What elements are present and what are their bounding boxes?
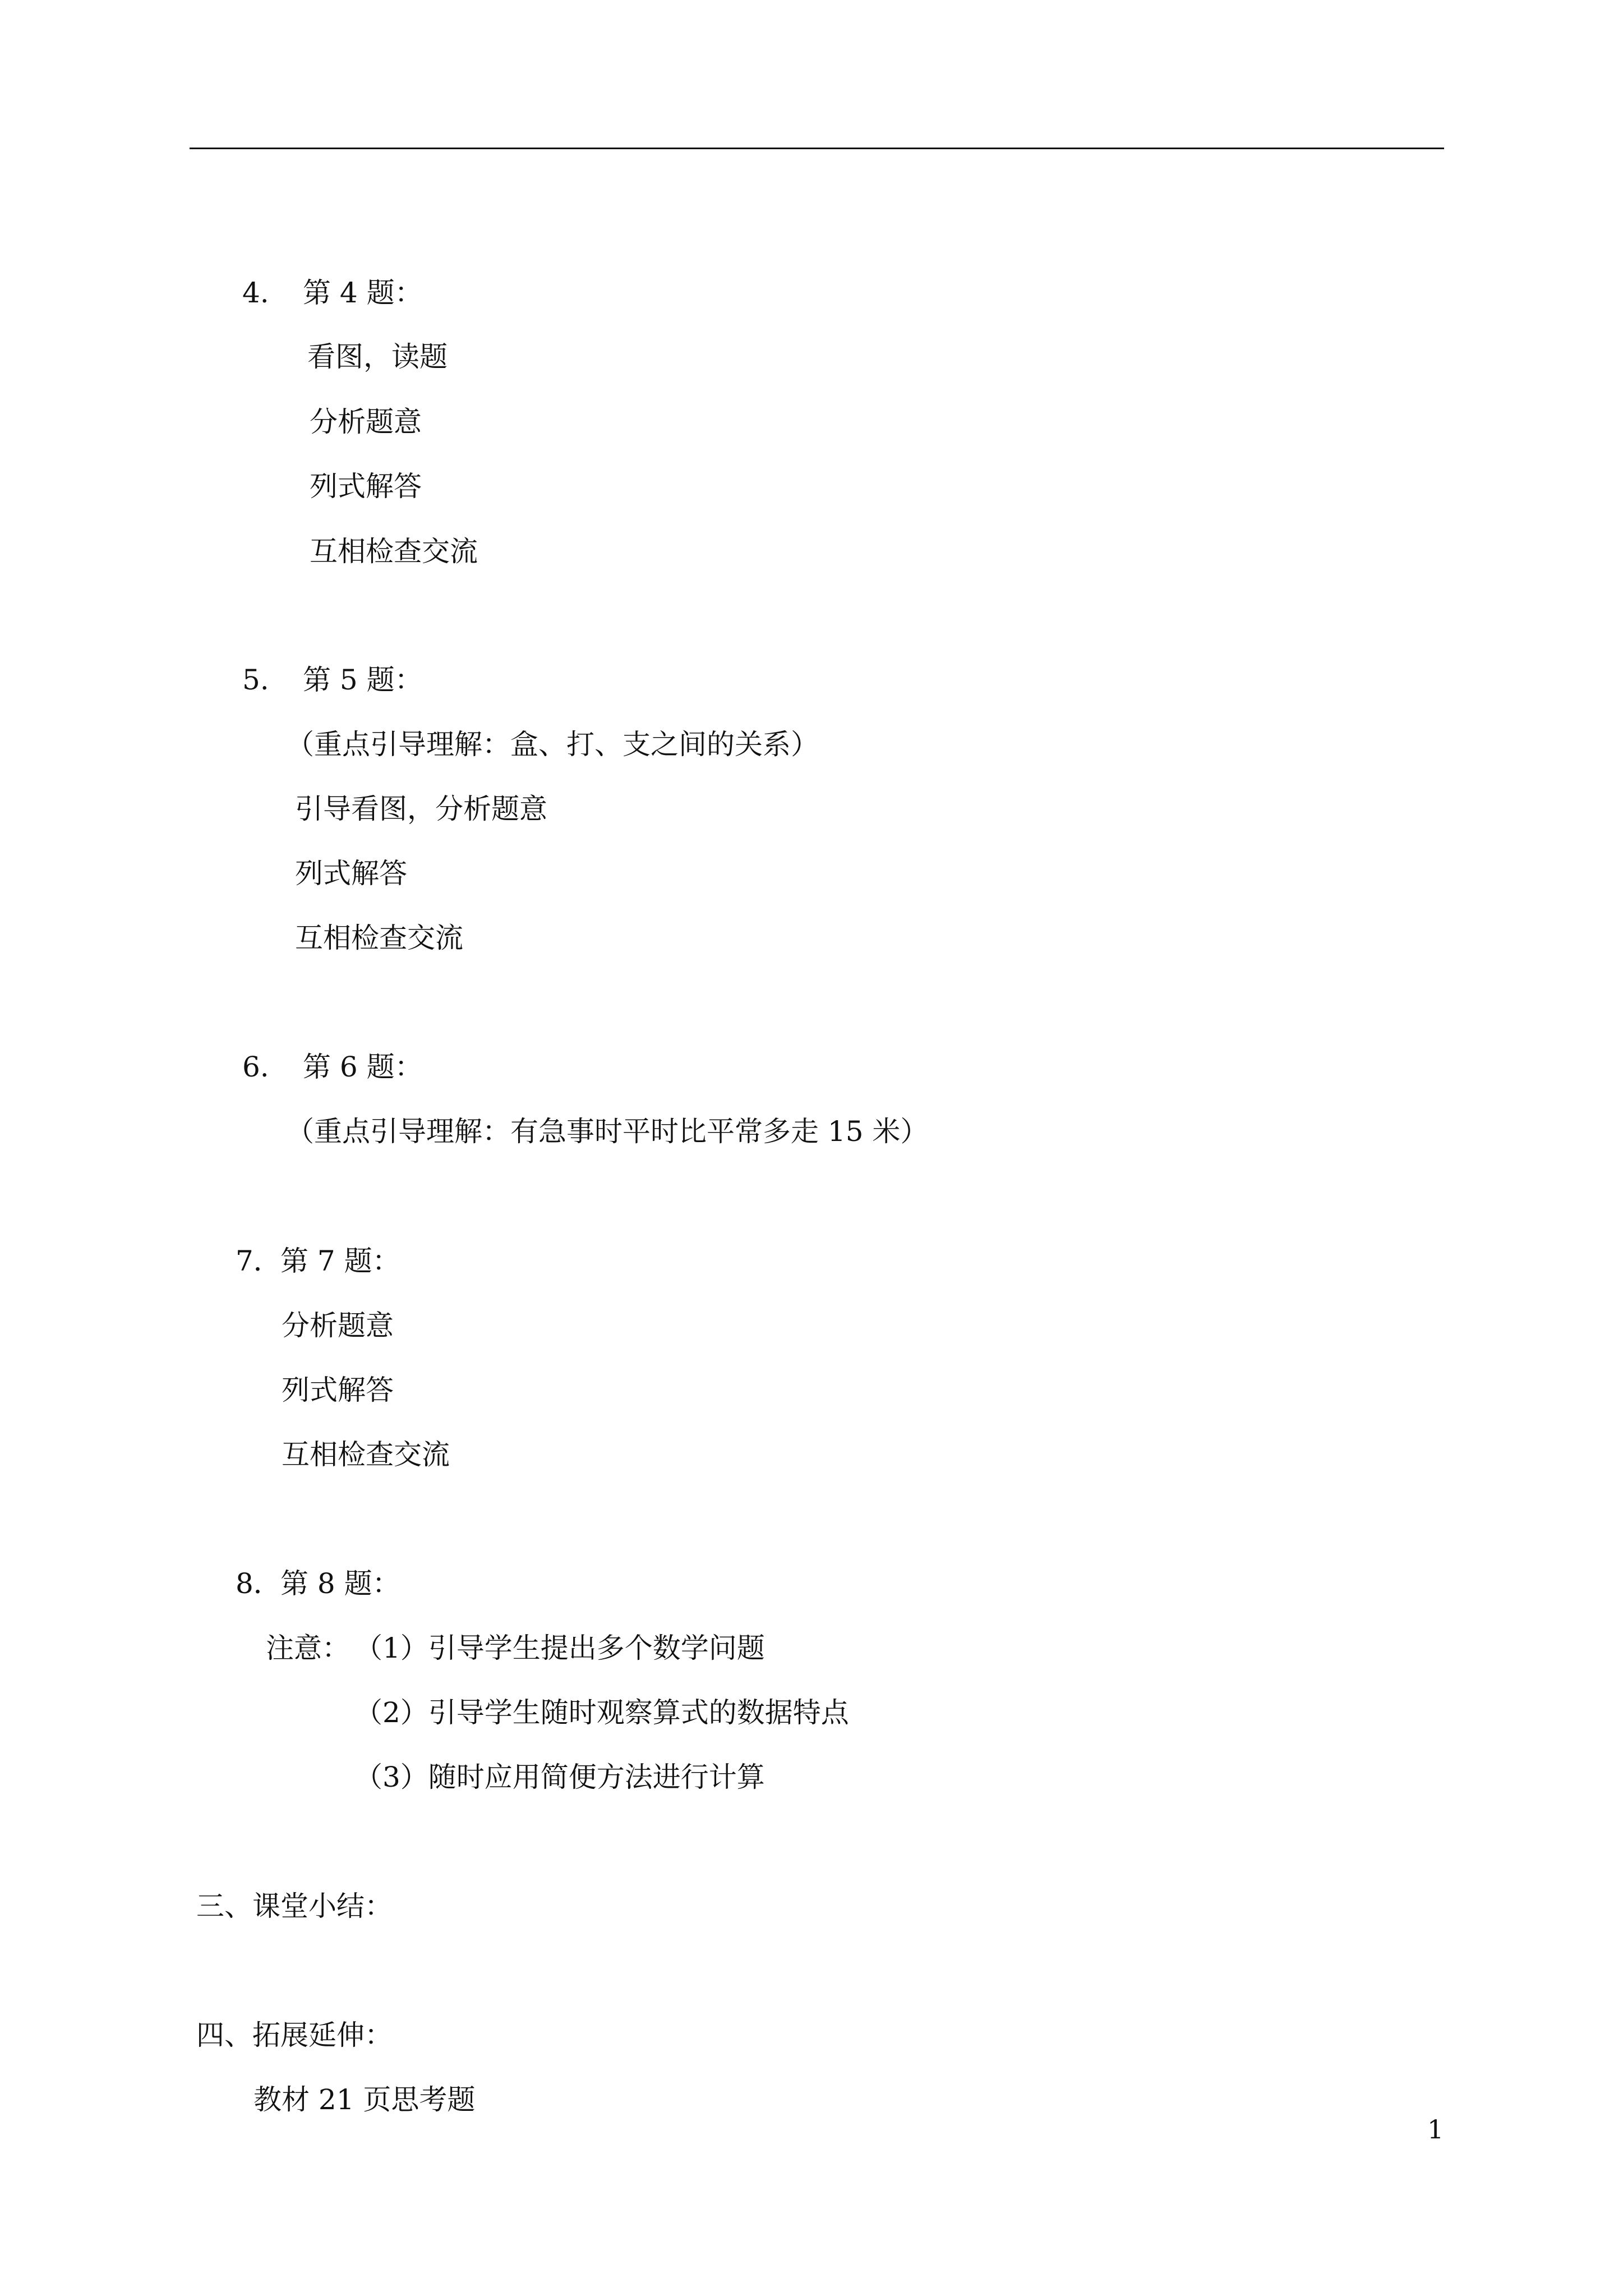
section-4-line-3: 列式解答 — [310, 470, 422, 503]
section-8-note-3: （3）随时应用简便方法进行计算 — [354, 1761, 765, 1793]
section-6-title: 第 6 题： — [303, 1051, 423, 1083]
section-8-note-label: 注意： — [266, 1632, 350, 1664]
section-8-note-1: （1）引导学生提出多个数学问题 — [354, 1632, 765, 1664]
section-7-number: 7． — [236, 1245, 282, 1277]
section-7-title: 第 7 题： — [280, 1245, 400, 1277]
section-4-title: 第 4 题： — [303, 277, 423, 309]
page-number: 1 — [1427, 2114, 1444, 2145]
section-5-line-1: （重点引导理解：盒、打、支之间的关系） — [286, 728, 819, 761]
section-5-number: 5. — [242, 664, 269, 696]
section-4-line-2: 分析题意 — [310, 406, 422, 438]
section-4-line-4: 互相检查交流 — [310, 535, 478, 568]
section-5-line-4: 互相检查交流 — [295, 922, 463, 954]
header-rule — [190, 148, 1444, 149]
section-7-line-3: 互相检查交流 — [282, 1438, 450, 1471]
summary-heading: 三、课堂小结： — [196, 1890, 393, 1922]
section-8-title: 第 8 题： — [280, 1567, 400, 1600]
section-6-line-1: （重点引导理解：有急事时平时比平常多走 15 米） — [286, 1115, 929, 1148]
section-7-line-2: 列式解答 — [282, 1374, 394, 1406]
section-4-number: 4. — [242, 277, 269, 309]
extension-heading: 四、拓展延伸： — [196, 2019, 393, 2051]
section-5-line-2: 引导看图，分析题意 — [295, 793, 547, 825]
section-8-note-2: （2）引导学生随时观察算式的数据特点 — [354, 1696, 849, 1729]
section-7-line-1: 分析题意 — [282, 1309, 394, 1342]
section-6-number: 6. — [242, 1051, 269, 1083]
section-8-number: 8． — [236, 1567, 282, 1600]
section-4-line-1: 看图，读题 — [307, 341, 448, 373]
extension-line: 教材 21 页思考题 — [253, 2083, 476, 2116]
section-5-line-3: 列式解答 — [295, 857, 407, 890]
section-5-title: 第 5 题： — [303, 664, 423, 696]
